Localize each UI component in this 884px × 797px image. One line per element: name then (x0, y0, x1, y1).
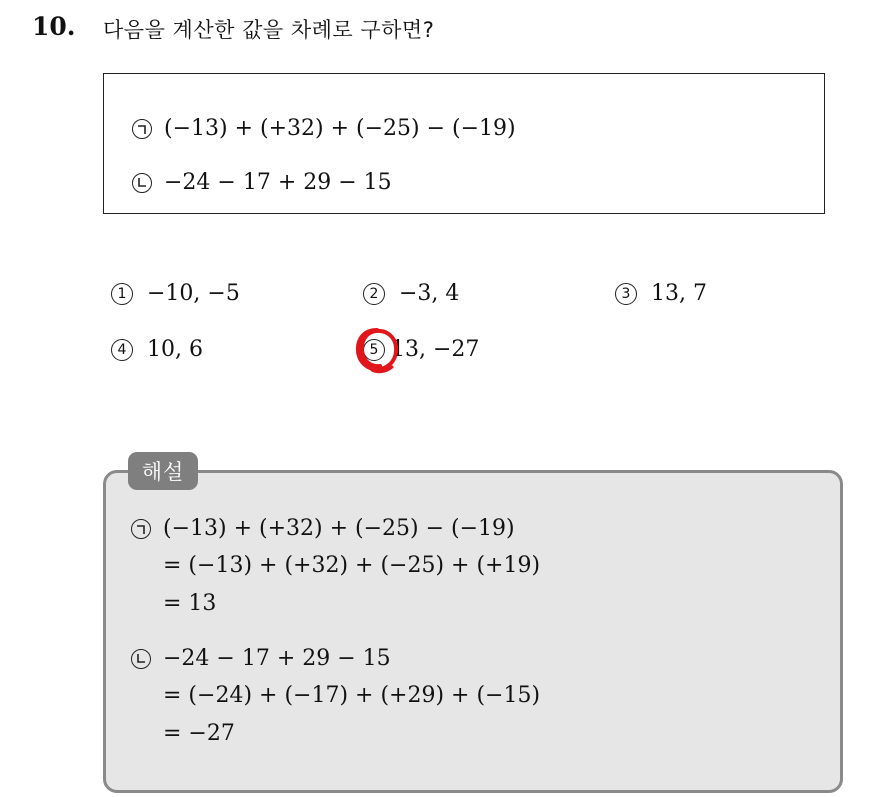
question-text: 다음을 계산한 값을 차례로 구하면? (103, 18, 435, 42)
solution-part1-line2: = (−13) + (+32) + (−25) + (+19) (163, 553, 541, 578)
solution-marker-1 (131, 519, 151, 539)
choice-number-2: 2 (363, 283, 385, 305)
solution-part1-line1 (131, 516, 515, 541)
problem-item-2 (132, 170, 392, 195)
solution-part1-expr: (−13) + (+32) + (−25) − (−19) (163, 516, 515, 541)
answer-circle-mark (352, 325, 402, 375)
problem-item-1 (132, 116, 516, 141)
solution-part2-expr: −24 − 17 + 29 − 15 (163, 646, 391, 671)
nieun-icon (136, 177, 148, 189)
problem-marker-1 (132, 119, 152, 139)
choice-text-2: −3, 4 (399, 281, 460, 306)
solution-part1-line3: = 13 (163, 591, 217, 616)
giyeok-icon (135, 523, 147, 535)
choice-number-1: 1 (111, 283, 133, 305)
problem-expr-2: −24 − 17 + 29 − 15 (164, 170, 392, 195)
choice-number-4: 4 (111, 339, 133, 361)
choice-text-5: 13, −27 (391, 337, 480, 362)
choice-3[interactable] (615, 281, 707, 306)
problem-marker-2 (132, 173, 152, 193)
question-number: 10. (32, 12, 76, 41)
solution-part2-line3: = −27 (163, 721, 235, 746)
problem-expr-1: (−13) + (+32) + (−25) − (−19) (164, 116, 516, 141)
choice-text-1: −10, −5 (147, 281, 240, 306)
choice-number-3: 3 (615, 283, 637, 305)
giyeok-icon (136, 123, 148, 135)
solution-label: 해설 (128, 452, 198, 490)
solution-marker-2 (131, 649, 151, 669)
choice-4[interactable] (111, 337, 203, 362)
choice-1[interactable] (111, 281, 240, 306)
solution-part2-line2: = (−24) + (−17) + (+29) + (−15) (163, 683, 541, 708)
choice-text-3: 13, 7 (651, 281, 707, 306)
choice-text-4: 10, 6 (147, 337, 203, 362)
choice-number-5: 5 (363, 339, 385, 361)
choice-2[interactable] (363, 281, 459, 306)
nieun-icon (135, 653, 147, 665)
solution-part2-line1 (131, 646, 391, 671)
